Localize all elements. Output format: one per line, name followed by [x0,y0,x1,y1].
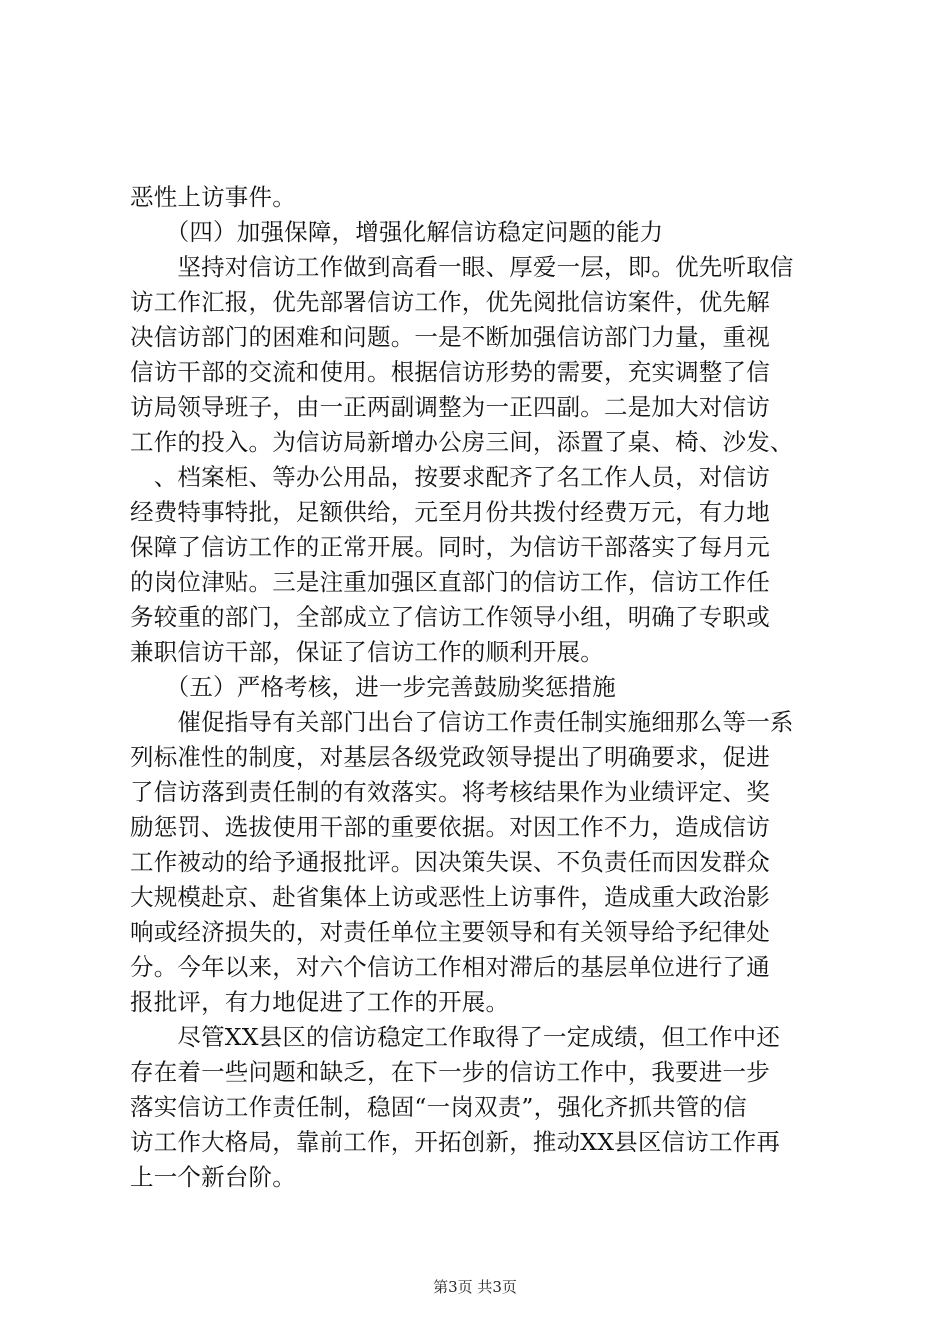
text-line: 保障了信访工作的正常开展。同时，为信访干部落实了每月元 [130,533,770,561]
document-body [130,180,830,1195]
text-line: （四）加强保障，增强化解信访稳定问题的能力 [130,218,664,246]
text-line: 访工作大格局，靠前工作，开拓创新，推动XX县区信访工作再 [130,1128,781,1156]
text-line: 访工作汇报，优先部署信访工作，优先阅批信访案件，优先解 [130,288,770,316]
text-line: 恶性上访事件。 [130,183,296,211]
text-line: 的岗位津贴。三是注重加强区直部门的信访工作，信访工作任 [130,568,770,596]
text-line: 落实信访工作责任制，稳固“一岗双责”，强化齐抓共管的信 [130,1093,747,1121]
text-line: 响或经济损失的，对责任单位主要领导和有关领导给予纪律处 [130,918,770,946]
text-line: 、档案柜、等办公用品，按要求配齐了名工作人员，对信访 [130,463,770,491]
text-line: 坚持对信访工作做到高看一眼、厚爱一层，即。优先听取信 [130,253,794,281]
text-line: 经费特事特批，足额供给，元至月份共拨付经费万元，有力地 [130,498,770,526]
text-line: 存在着一些问题和缺乏，在下一步的信访工作中，我要进一步 [130,1058,770,1086]
text-line: 工作的投入。为信访局新增办公房三间，添置了桌、椅、沙发、 [130,428,794,456]
text-line: 分。今年以来，对六个信访工作相对滞后的基层单位进行了通 [130,953,770,981]
text-line: 上一个新台阶。 [130,1163,296,1191]
text-line: 决信访部门的困难和问题。一是不断加强信访部门力量，重视 [130,323,770,351]
text-line: 务较重的部门，全部成立了信访工作领导小组，明确了专职或 [130,603,770,631]
text-line: 了信访落到责任制的有效落实。将考核结果作为业绩评定、奖 [130,778,770,806]
text-line: 尽管XX县区的信访稳定工作取得了一定成绩，但工作中还 [130,1023,781,1051]
text-line: 信访干部的交流和使用。根据信访形势的需要，充实调整了信 [130,358,770,386]
text-line: 兼职信访干部，保证了信访工作的顺利开展。 [130,638,604,666]
page-footer: 第3页 共3页 [433,1278,517,1296]
text-line: （五）严格考核，进一步完善鼓励奖惩措施 [130,673,616,701]
text-line: 大规模赴京、赴省集体上访或恶性上访事件，造成重大政治影 [130,883,770,911]
text-line: 工作被动的给予通报批评。因决策失误、不负责任而因发群众 [130,848,770,876]
text-line: 访局领导班子，由一正两副调整为一正四副。二是加大对信访 [130,393,770,421]
text-line: 列标准性的制度，对基层各级党政领导提出了明确要求，促进 [130,743,770,771]
text-line: 励惩罚、选拔使用干部的重要依据。对因工作不力，造成信访 [130,813,770,841]
text-line: 报批评，有力地促进了工作的开展。 [130,988,510,1016]
text-line: 催促指导有关部门出台了信访工作责任制实施细那么等一系 [130,708,794,736]
